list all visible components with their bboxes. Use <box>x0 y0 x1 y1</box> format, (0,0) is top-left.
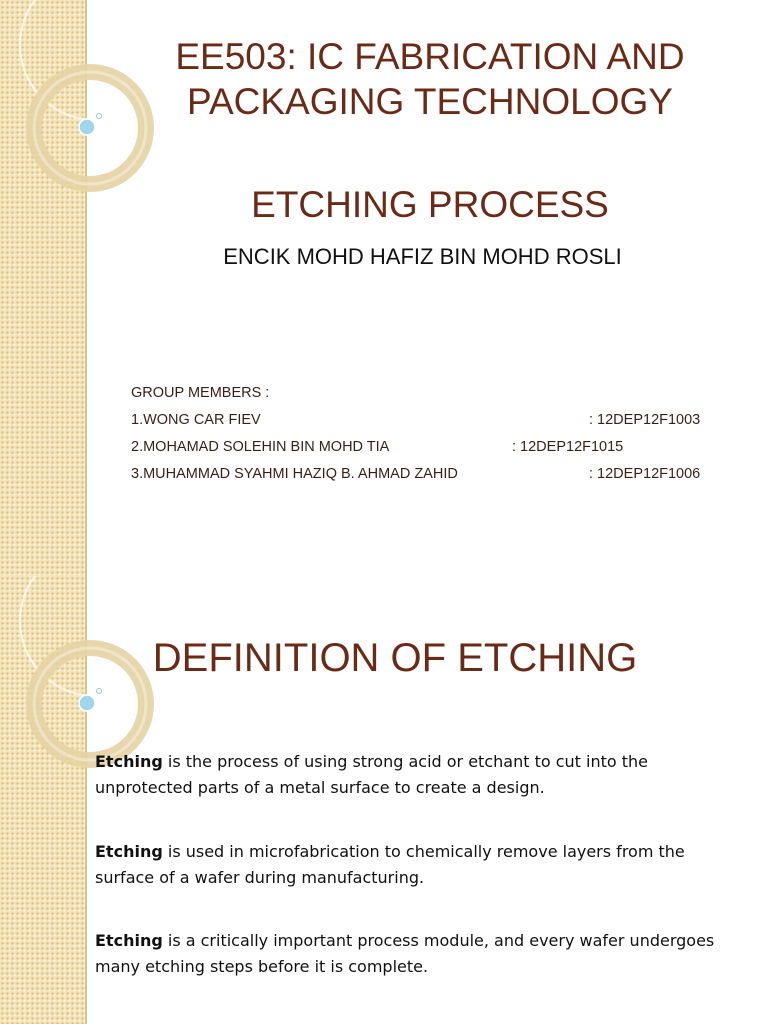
member-id: : 12DEP12F1006 <box>589 466 701 482</box>
term: Etching <box>95 842 163 861</box>
member-name: 1.WONG CAR FIEV <box>131 412 261 428</box>
member-name: 2.MOHAMAD SOLEHIN BIN MOHD TIA <box>131 439 390 455</box>
slide-definition <box>0 576 768 1024</box>
definition-paragraph <box>95 749 735 801</box>
definition-text: is the process of using strong acid or etchant to cut into the unprotected parts of a metal surface to create a design. <box>95 752 649 797</box>
term: Etching <box>95 931 163 950</box>
definition-title: DEFINITION OF ETCHING <box>152 636 638 680</box>
lecturer-name: ENCIK MOHD HAFIZ BIN MOHD ROSLI <box>223 244 622 269</box>
course-title: EE503: IC FABRICATION AND PACKAGING TECHNOLOGY <box>175 36 685 122</box>
member-row <box>131 466 731 486</box>
definition-text: is used in microfabrication to chemically remove layers from the surface of a wafer during manufacturing. <box>95 842 685 887</box>
term: Etching <box>95 752 163 771</box>
member-id: : 12DEP12F1015 <box>512 439 624 455</box>
definition-text: is a critically important process module, and every wafer undergoes many etching steps before it is complete. <box>95 931 715 976</box>
member-row <box>131 439 731 459</box>
group-header: GROUP MEMBERS : <box>131 385 270 401</box>
member-name: 3.MUHAMMAD SYAHMI HAZIQ B. AHMAD ZAHID <box>131 466 458 482</box>
definition-paragraph <box>95 928 735 980</box>
member-id: : 12DEP12F1003 <box>589 412 701 428</box>
definition-paragraph <box>95 839 735 891</box>
topic-title: ETCHING PROCESS <box>251 184 609 225</box>
member-row <box>131 412 731 432</box>
